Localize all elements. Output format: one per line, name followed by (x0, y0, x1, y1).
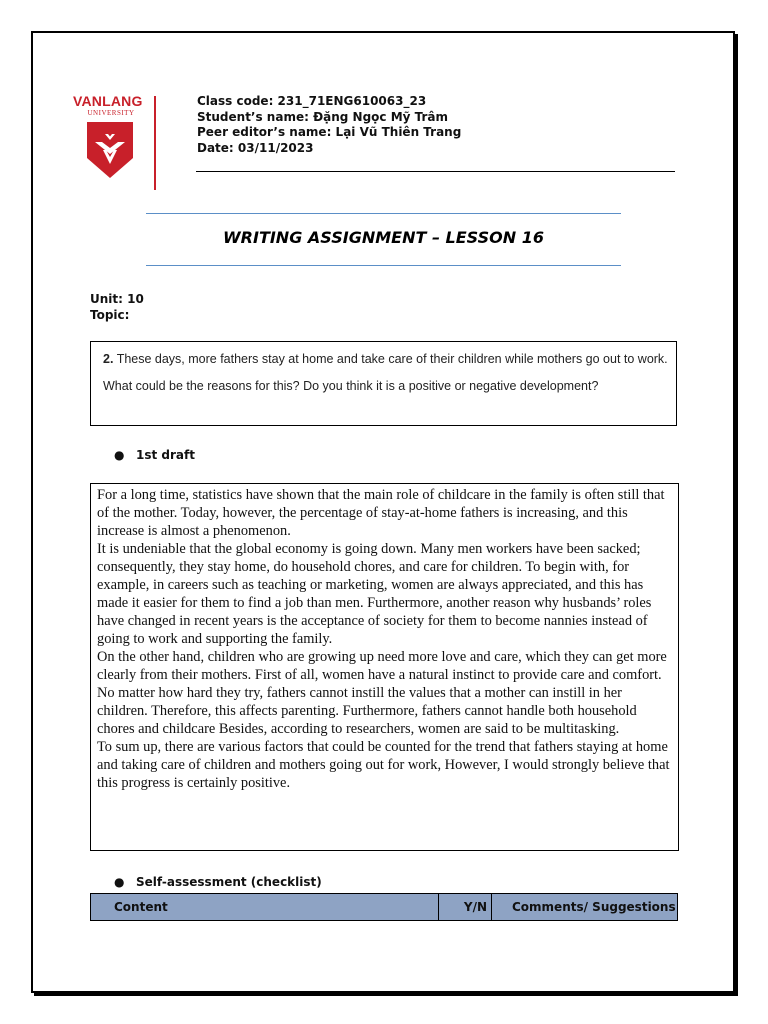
draft-label: 1st draft (136, 448, 195, 462)
title-rule-top (146, 213, 621, 214)
draft-paragraph: For a long time, statistics have shown that the main role of childcare in the family is often still that of the mother. Today, however, the percentage of stay-at-home fathers is increasing, and this increase is almost a phenomenon. (97, 487, 665, 539)
shield-icon (85, 120, 135, 180)
header-info (197, 94, 461, 156)
logo-name: VANLANG (73, 93, 143, 109)
prompt-number: 2. (103, 352, 114, 366)
prompt-box (90, 341, 677, 426)
table-header-row (91, 894, 678, 921)
self-assessment-heading (114, 875, 322, 889)
title-rule-bottom (146, 265, 621, 266)
logo-divider (154, 96, 156, 190)
class-code: Class code: 231_71ENG610063_23 (197, 94, 427, 108)
col-yn: Y/N (439, 894, 492, 921)
unit-topic (90, 291, 144, 323)
self-assessment-label: Self-assessment (checklist) (136, 875, 322, 889)
page-title: WRITING ASSIGNMENT – LESSON 16 (223, 228, 544, 247)
draft-paragraph: To sum up, there are various factors that could be counted for the trend that fathers staying at home and taking care of children and mothers going out for work, However, I would strongly believe that this progress is certainly positive. (97, 739, 670, 791)
bullet-icon: ● (114, 875, 125, 889)
topic-label: Topic: (90, 308, 130, 322)
draft-paragraph: On the other hand, children who are growing up need more love and care, which they can get more clearly from their mothers. First of all, women have a natural instinct to provide care and comfort. No matter how hard they try, fathers cannot instill the values that a mother can instill in her children. Therefore, this affects parenting. Furthermore, fathers cannot handle both household chores and childcare Besides, according to researchers, women are said to be multitasking. (97, 649, 667, 737)
unit-label: Unit: 10 (90, 292, 144, 306)
student-name: Student’s name: Đặng Ngọc Mỹ Trâm (197, 109, 449, 124)
header-divider (196, 171, 675, 172)
peer-editor-name: Peer editor’s name: Lại Vũ Thiên Trang (197, 125, 462, 139)
prompt-text: These days, more fathers stay at home and take care of their children while mothers go out to work. What could be the reasons for this? Do you think it is a positive or negative development? (103, 352, 668, 393)
draft-box (90, 483, 679, 851)
university-logo (73, 94, 153, 185)
checklist-table (90, 893, 678, 921)
date: Date: 03/11/2023 (197, 140, 314, 155)
logo-subtitle: UNIVERSITY (87, 109, 135, 117)
bullet-icon: ● (114, 448, 125, 462)
draft-heading (114, 448, 195, 462)
col-comments: Comments/ Suggestions (492, 894, 678, 921)
draft-paragraph: It is undeniable that the global economy is going down. Many men workers have been sacked; consequently, they stay home, do household chores, and care for children. To begin with, for example, in careers such as teaching or marketing, women are always appreciated, and this has made it easier for them to find a job than men. Furthermore, another reason why husbands’ roles have changed in recent years is the acceptance of society for them to become nannies instead of going to work and supporting the family. (97, 541, 652, 647)
col-content: Content (91, 894, 439, 921)
